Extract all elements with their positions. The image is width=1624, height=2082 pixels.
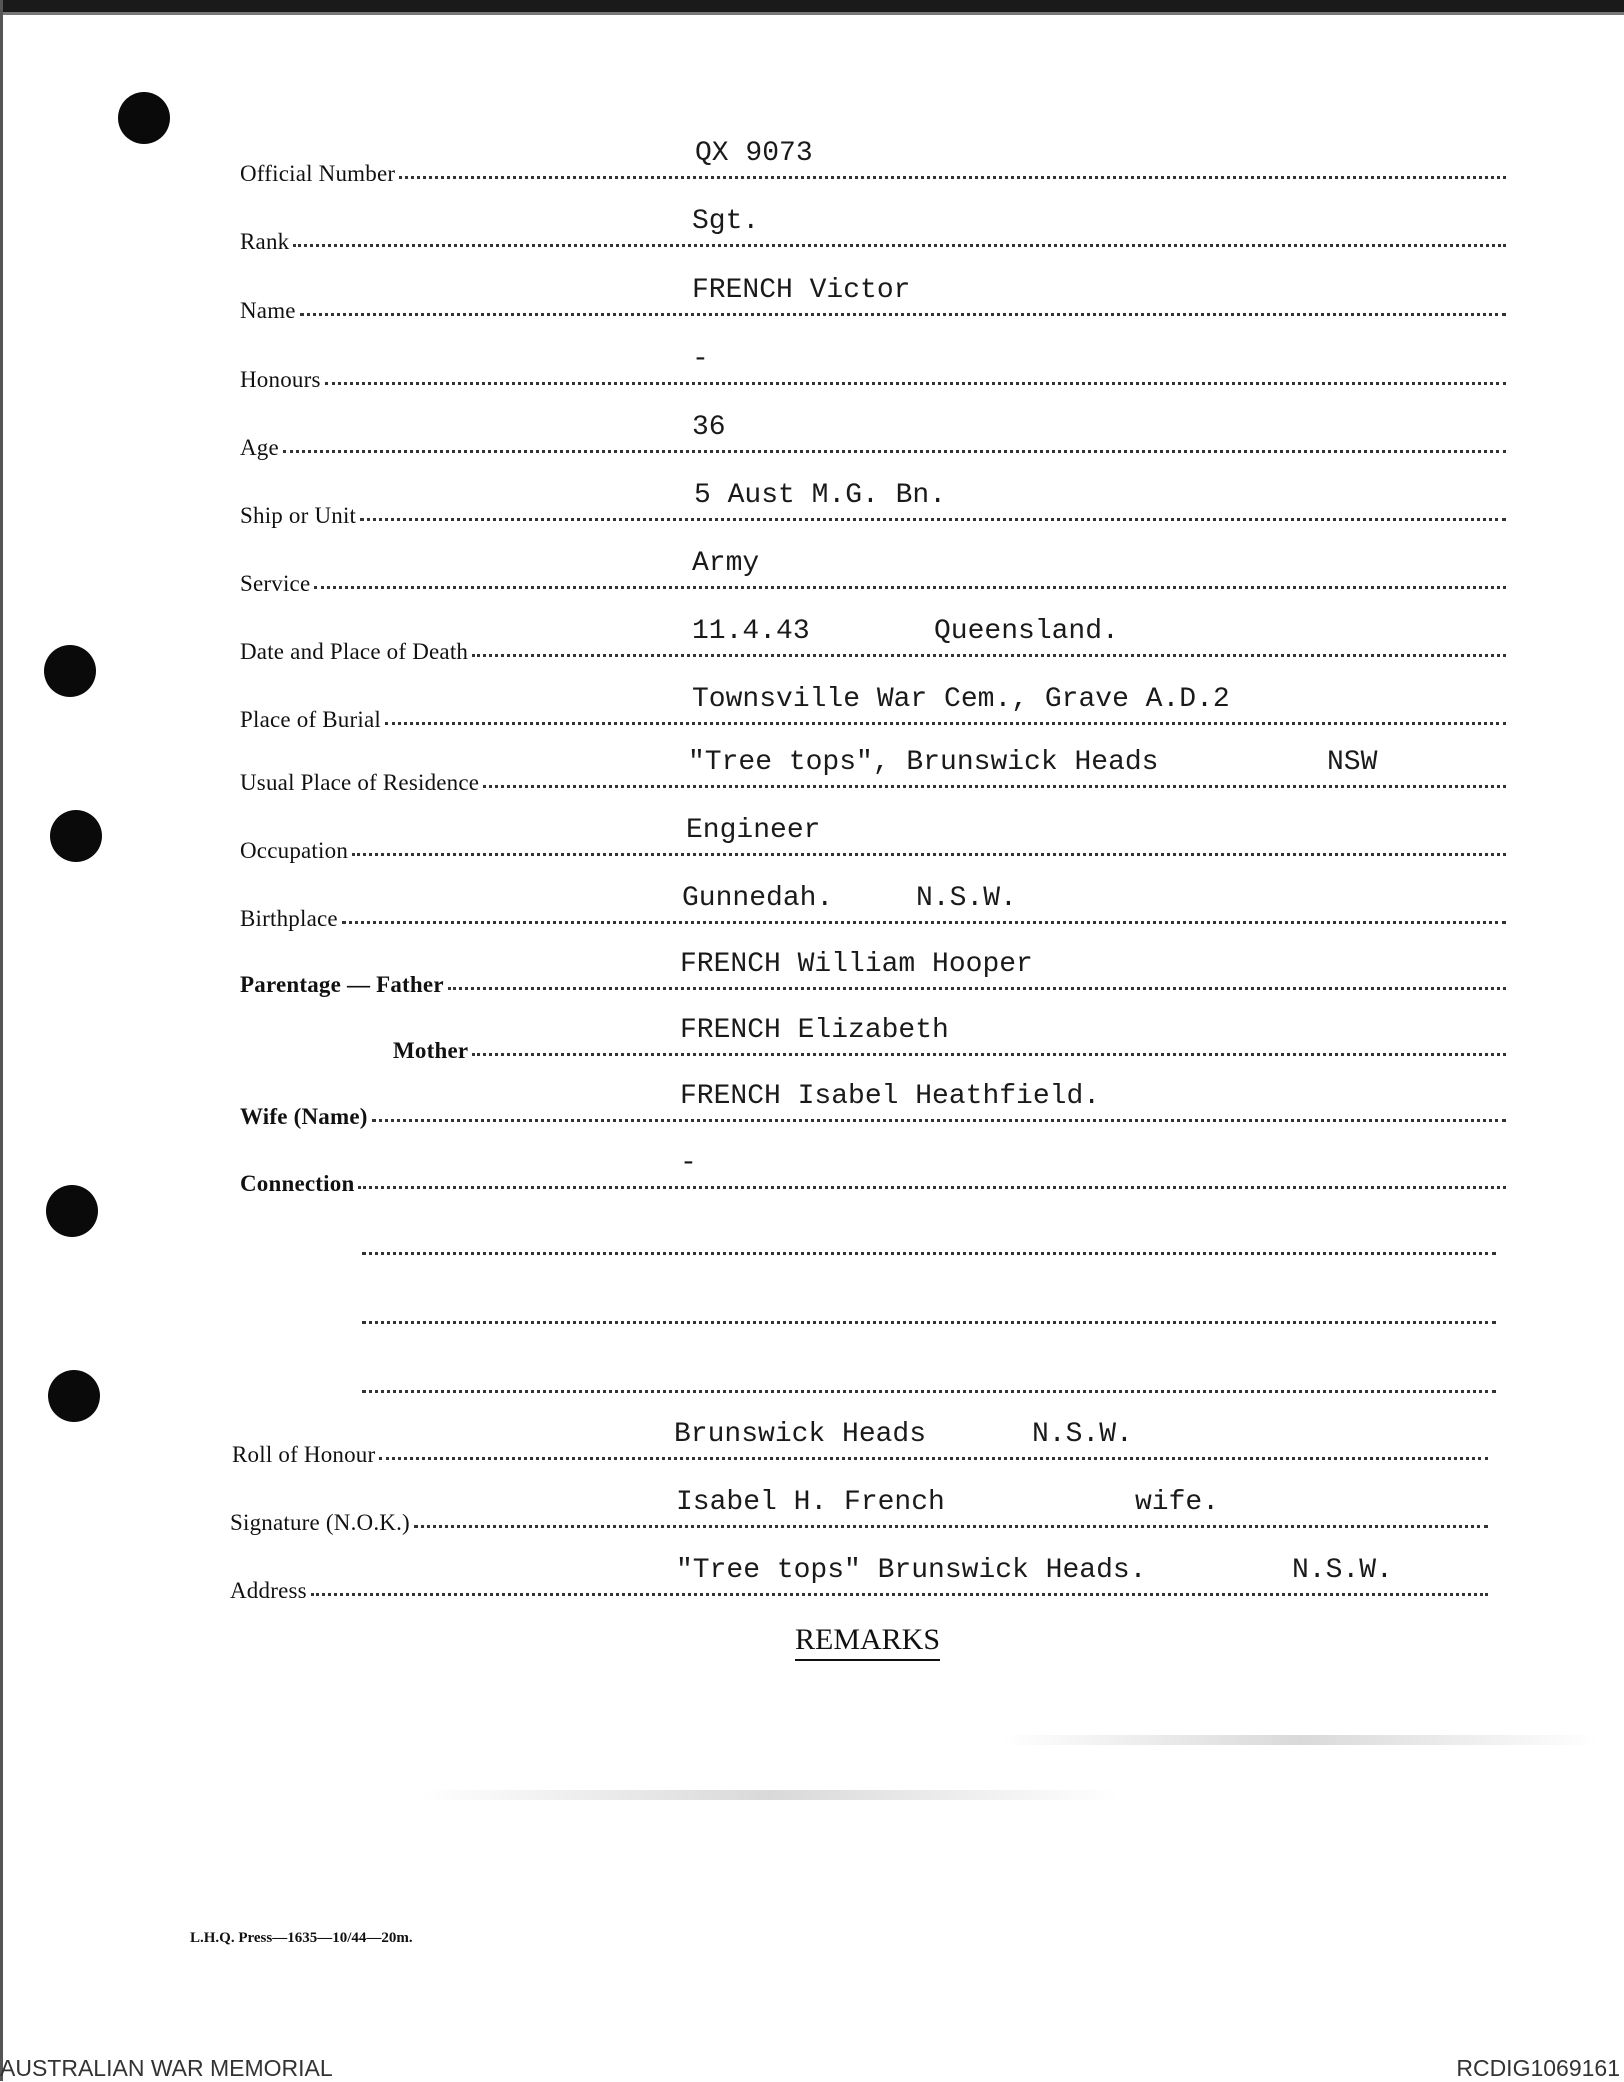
field-parentage-father — [240, 946, 1510, 996]
field-value: Gunnedah. — [682, 883, 834, 914]
field-birthplace — [240, 880, 1510, 930]
field-label: Roll of Honour — [232, 1442, 376, 1467]
field-label: Service — [240, 571, 311, 596]
blank-connection-line — [362, 1390, 1496, 1393]
field-label: Wife (Name) — [240, 1104, 368, 1129]
field-value: Army — [692, 548, 760, 579]
field-value: FRENCH William Hooper — [680, 949, 1033, 980]
field-value: 5 Aust M.G. Bn. — [694, 480, 947, 511]
scan-top-shadow — [0, 12, 1624, 15]
field-place-of-burial — [240, 681, 1510, 731]
field-name — [240, 272, 1510, 322]
field-label: Parentage — Father — [240, 972, 444, 997]
footer-record-id: RCDIG1069161 — [1456, 2055, 1620, 2081]
field-value: "Tree tops", Brunswick Heads — [688, 747, 1159, 778]
punch-hole-3 — [50, 810, 102, 862]
field-value: "Tree tops" Brunswick Heads. — [676, 1555, 1147, 1586]
punch-hole-2 — [44, 645, 96, 697]
field-value-secondary: NSW — [1327, 747, 1378, 778]
scan-smudge — [420, 1790, 1120, 1800]
field-label: Rank — [240, 229, 290, 254]
field-label: Birthplace — [240, 906, 338, 931]
field-label: Address — [230, 1578, 307, 1603]
scan-left-edge — [0, 0, 3, 2081]
field-roll-of-honour — [232, 1416, 1492, 1466]
scan-top-border — [0, 0, 1624, 12]
field-wife-name — [240, 1078, 1510, 1128]
field-value: FRENCH Victor — [692, 275, 911, 306]
field-value: - — [692, 344, 709, 375]
field-usual-place-of-residence — [240, 744, 1510, 794]
field-label: Mother — [393, 1038, 469, 1063]
field-value: QX 9073 — [695, 138, 813, 169]
field-parentage-mother — [393, 1012, 1510, 1062]
field-value-secondary: N.S.W. — [1292, 1555, 1393, 1586]
field-value-secondary: Queensland. — [934, 616, 1119, 647]
punch-hole-4 — [46, 1185, 98, 1237]
field-honours — [240, 341, 1510, 391]
field-value: - — [680, 1148, 697, 1179]
field-value: 11.4.43 — [692, 616, 810, 647]
field-signature-nok — [230, 1484, 1492, 1534]
field-value: Brunswick Heads — [674, 1419, 927, 1450]
field-label: Ship or Unit — [240, 503, 357, 528]
blank-connection-line — [362, 1252, 1496, 1255]
field-value: Isabel H. French — [676, 1487, 945, 1518]
footer-archive-name: AUSTRALIAN WAR MEMORIAL — [0, 2055, 333, 2081]
field-value-secondary: N.S.W. — [1032, 1419, 1133, 1450]
field-label: Honours — [240, 367, 321, 392]
field-age — [240, 409, 1510, 459]
field-ship-or-unit — [240, 477, 1510, 527]
field-date-place-of-death — [240, 613, 1510, 663]
field-value: Sgt. — [692, 206, 760, 237]
field-value: Townsville War Cem., Grave A.D.2 — [692, 684, 1230, 715]
field-value: FRENCH Isabel Heathfield. — [680, 1081, 1101, 1112]
press-note: L.H.Q. Press—1635—10/44—20m. — [190, 1930, 413, 1946]
field-label: Usual Place of Residence — [240, 770, 480, 795]
remarks-heading: REMARKS — [795, 1623, 940, 1661]
field-value: Engineer — [686, 815, 821, 846]
punch-hole-1 — [118, 92, 170, 144]
scan-smudge — [1000, 1735, 1600, 1745]
field-rank — [240, 203, 1510, 253]
field-label: Connection — [240, 1171, 355, 1196]
field-label: Age — [240, 435, 279, 460]
field-value-secondary: wife. — [1135, 1487, 1220, 1518]
field-value-secondary: N.S.W. — [916, 883, 1017, 914]
field-label: Occupation — [240, 838, 349, 863]
field-label: Official Number — [240, 161, 396, 186]
field-connection — [240, 1145, 1510, 1195]
punch-hole-5 — [48, 1370, 100, 1422]
field-value: FRENCH Elizabeth — [680, 1015, 949, 1046]
field-label: Name — [240, 298, 296, 323]
field-label: Signature (N.O.K.) — [230, 1510, 410, 1535]
field-label: Place of Burial — [240, 707, 381, 732]
field-label: Date and Place of Death — [240, 639, 469, 664]
blank-connection-line — [362, 1321, 1496, 1324]
field-value: 36 — [692, 412, 726, 443]
field-address — [230, 1552, 1492, 1602]
field-official-number — [240, 135, 1510, 185]
field-service — [240, 545, 1510, 595]
field-occupation — [240, 812, 1510, 862]
